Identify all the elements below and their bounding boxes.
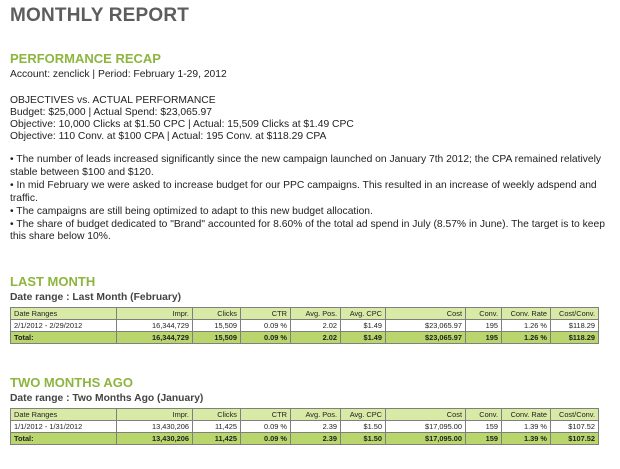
table-cell: 15,509 [193,320,241,332]
col-header: Conv. Rate [502,308,551,320]
table-total-row [11,332,599,344]
col-header: Conv. Rate [502,409,551,421]
table-row [11,421,599,433]
table-cell: 16,344,729 [117,320,193,332]
table-cell: $1.49 [341,320,386,332]
table-cell: $107.52 [551,433,599,445]
table-cell: 11,425 [193,433,241,445]
col-header: Date Ranges [11,308,117,320]
col-header: Avg. CPC [341,409,386,421]
objective-clicks: Objective: 10,000 Clicks at $1.50 CPC | Actual: 15,509 Clicks at $1.49 CPC [10,119,354,130]
page-title: MONTHLY REPORT [10,5,190,26]
table-cell: 2/1/2012 - 2/29/2012 [11,320,117,332]
two-months-ago-range-label: Date range : Two Months Ago (January) [10,393,204,404]
table-cell: 195 [466,332,502,344]
table-cell: 2.39 [291,421,341,433]
table-cell: 0.09 % [241,332,291,344]
table-total-row [11,433,599,445]
table-cell: $23,065.97 [386,332,466,344]
table-cell: $17,095.00 [386,433,466,445]
table-cell: 15,509 [193,332,241,344]
two-months-ago-heading: TWO MONTHS AGO [10,375,134,390]
col-header: Impr. [117,308,193,320]
table-cell: 13,430,206 [117,421,193,433]
table-cell: 16,344,729 [117,332,193,344]
col-header: Cost [386,308,466,320]
bullet-item: • In mid February we were asked to increase budget for our PPC campaigns. This resulted in an increase of weekly adspend and traffic. [10,179,597,204]
table-cell: $118.29 [551,332,599,344]
table-header-row [11,409,599,421]
col-header: Conv. [466,409,502,421]
table-cell: 1.26 % [502,332,551,344]
col-header: CTR [241,308,291,320]
col-header: Clicks [193,409,241,421]
bullet-item: • The campaigns are still being optimized to adapt to this new budget allocation. [10,205,373,217]
table-cell: 11,425 [193,421,241,433]
table-cell: $23,065.97 [386,320,466,332]
objective-conversions: Objective: 110 Conv. at $100 CPA | Actual: 195 Conv. at $118.29 CPA [10,131,327,142]
table-cell: $1.50 [341,421,386,433]
objectives-heading: OBJECTIVES vs. ACTUAL PERFORMANCE [10,95,216,106]
table-cell: 0.09 % [241,320,291,332]
table-cell: 1/1/2012 - 1/31/2012 [11,421,117,433]
table-header-row [11,308,599,320]
col-header: Avg. Pos. [291,409,341,421]
two-months-ago-table [10,408,599,445]
table-cell: $17,095.00 [386,421,466,433]
table-cell: 0.09 % [241,433,291,445]
table-cell: $118.29 [551,320,599,332]
last-month-table [10,307,599,344]
table-cell: 159 [466,421,502,433]
bullet-item: • The number of leads increased significantly since the new campaign launched on January 7th 2012; the CPA remained relatively stable between $100 and $120. [10,154,602,178]
table-cell: $107.52 [551,421,599,433]
last-month-heading: LAST MONTH [10,274,96,289]
table-cell: Total: [11,332,117,344]
table-cell: $1.50 [341,433,386,445]
table-cell: 1.26 % [502,320,551,332]
col-header: Conv. [466,308,502,320]
col-header: Avg. Pos. [291,308,341,320]
recap-bullets [10,154,606,244]
table-cell: Total: [11,433,117,445]
account-period-line: Account: zenclick | Period: February 1-29, 2012 [10,69,227,80]
table-cell: 0.09 % [241,421,291,433]
performance-recap-heading: PERFORMANCE RECAP [10,51,161,66]
table-row [11,320,599,332]
table-cell: 2.02 [291,320,341,332]
col-header: Avg. CPC [341,308,386,320]
col-header: Impr. [117,409,193,421]
table-cell: $1.49 [341,332,386,344]
last-month-range-label: Date range : Last Month (February) [10,292,182,303]
table-cell: 195 [466,320,502,332]
col-header: Cost/Conv. [551,308,599,320]
table-cell: 2.02 [291,332,341,344]
col-header: Date Ranges [11,409,117,421]
table-cell: 2.39 [291,433,341,445]
objective-budget: Budget: $25,000 | Actual Spend: $23,065.97 [10,107,212,118]
col-header: Cost [386,409,466,421]
col-header: Clicks [193,308,241,320]
table-cell: 13,430,206 [117,433,193,445]
table-cell: 1.39 % [502,433,551,445]
table-cell: 159 [466,433,502,445]
col-header: CTR [241,409,291,421]
col-header: Cost/Conv. [551,409,599,421]
bullet-item: • The share of budget dedicated to "Brand" accounted for 8.60% of the total ad spend in July (8.57% in June). The target is to keep this share below 10%. [10,218,605,243]
table-cell: 1.39 % [502,421,551,433]
